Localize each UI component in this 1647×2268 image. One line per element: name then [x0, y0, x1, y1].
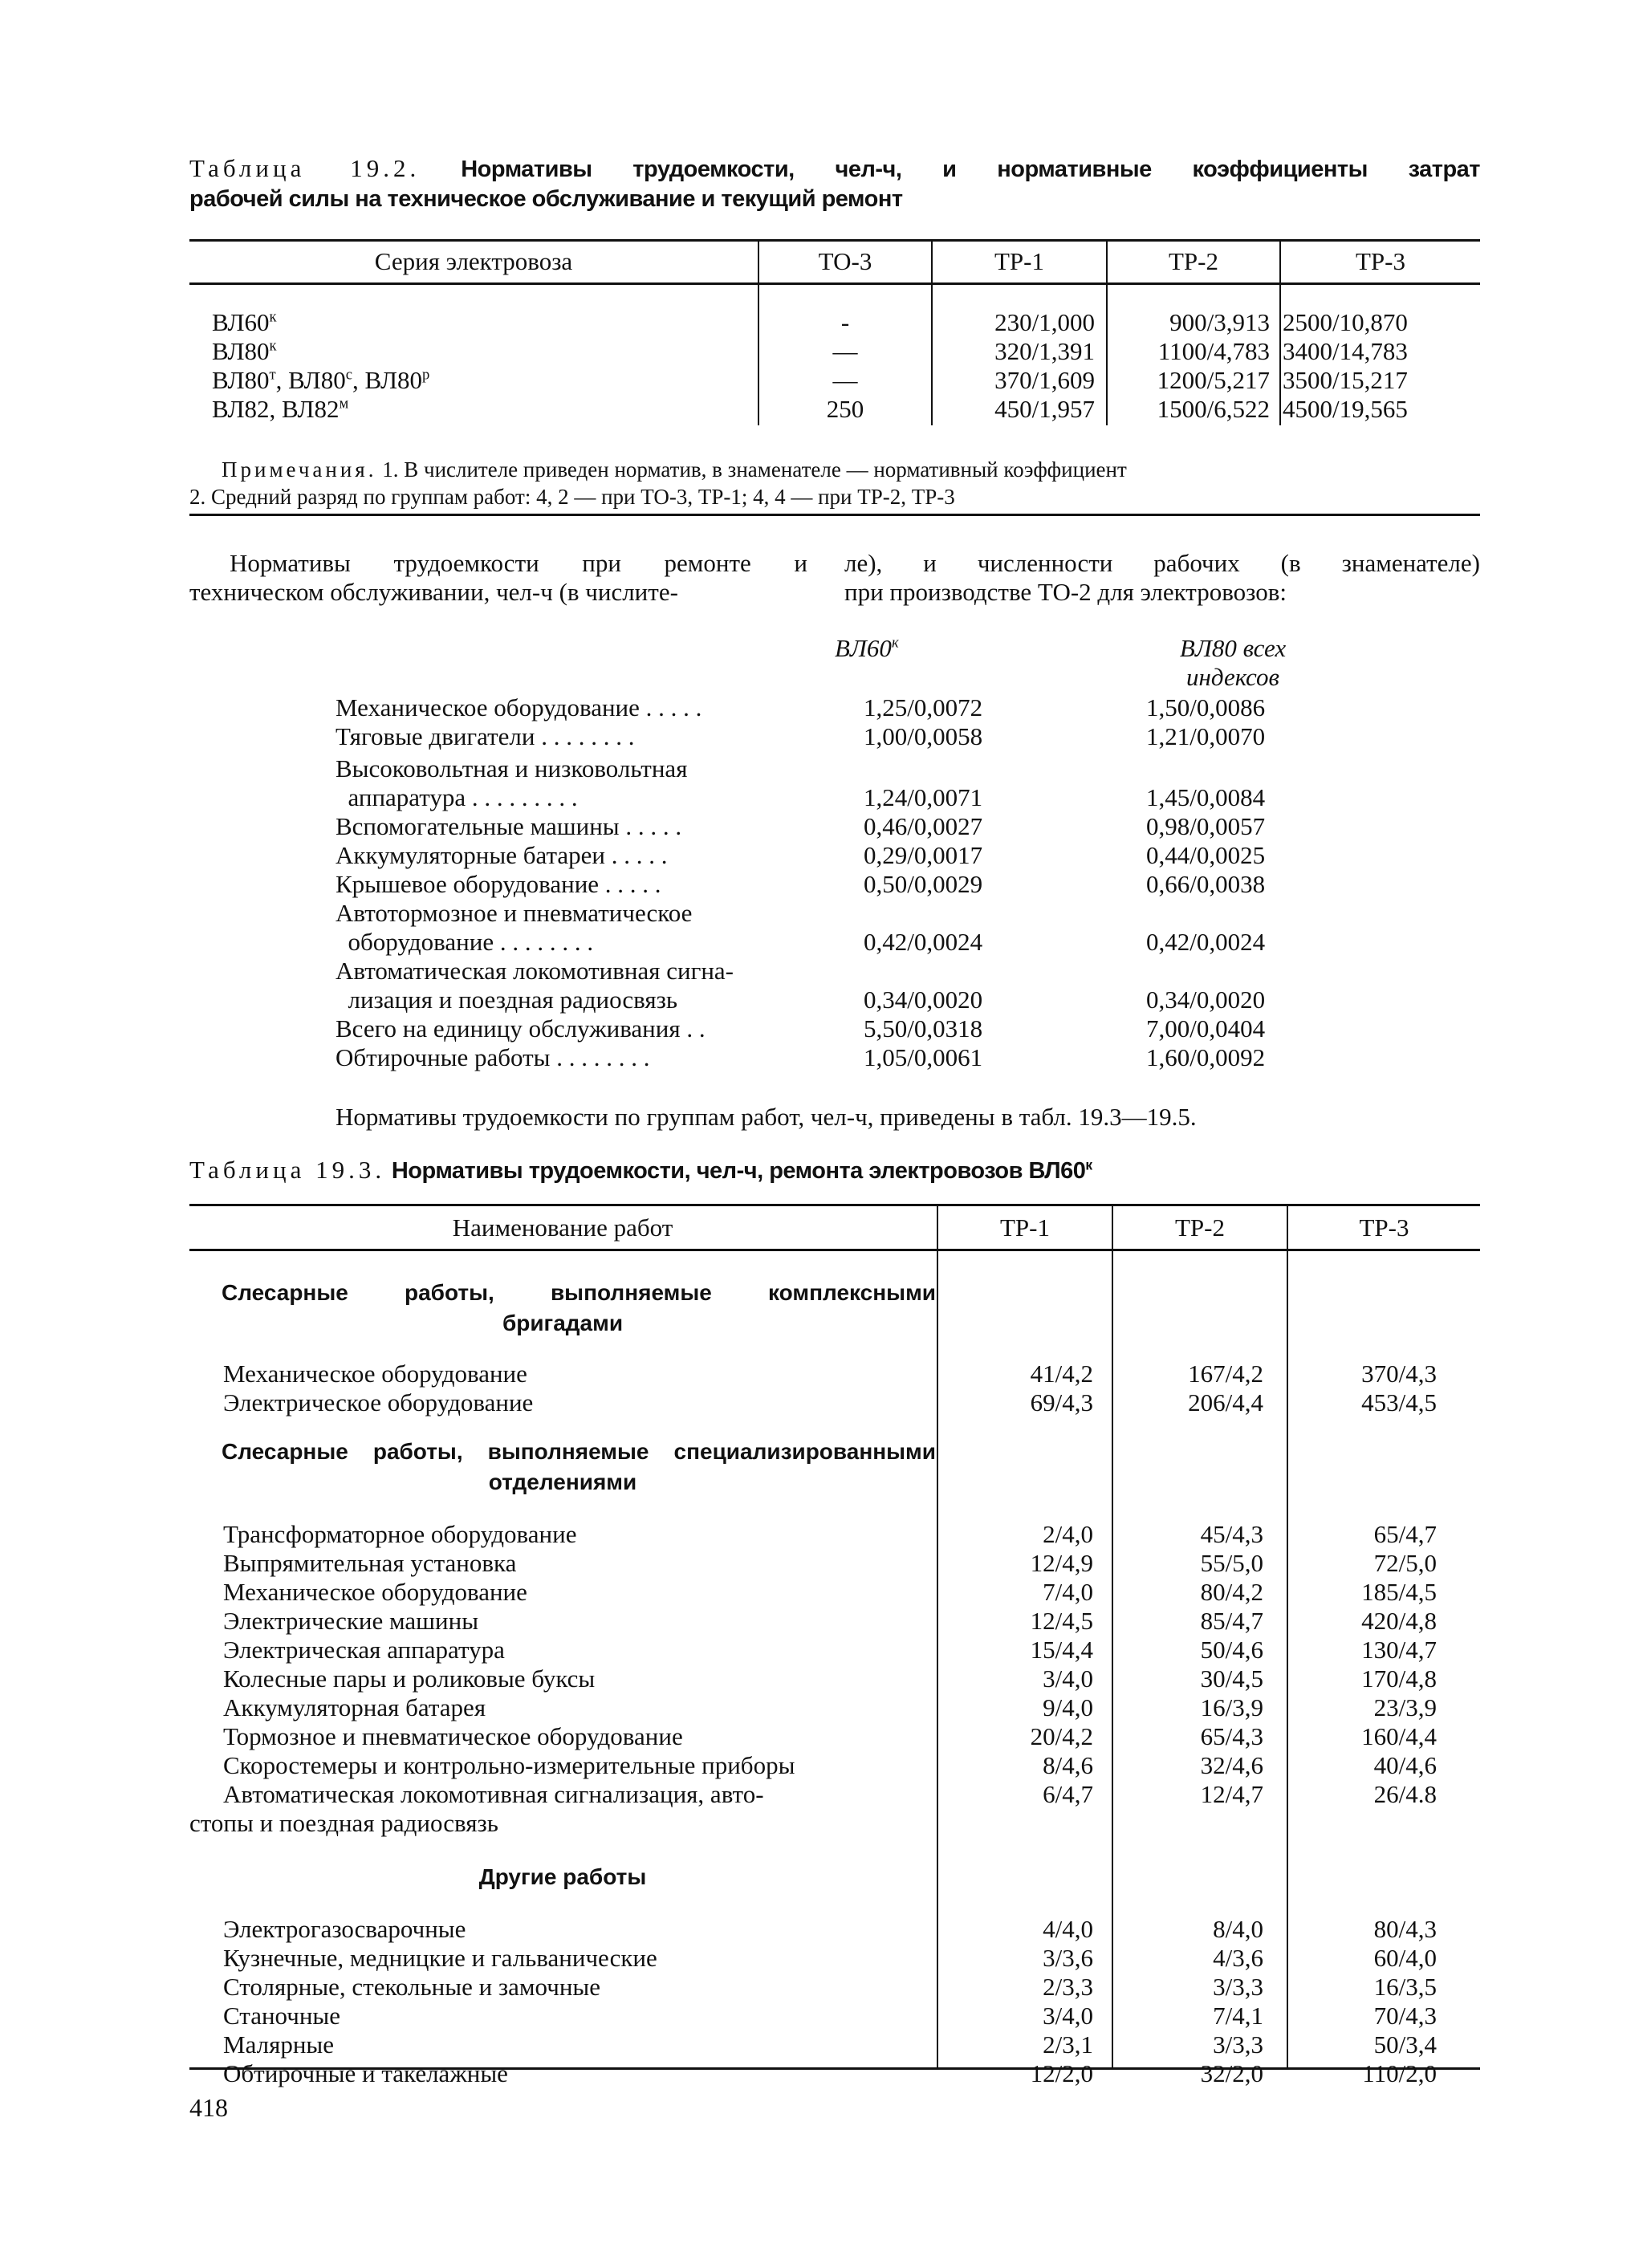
- table-19-3-title: Нормативы трудоемкости, чел-ч, ремонта электровозов $ВЛ60^к$: [391, 1156, 1092, 1184]
- table-19-3-row: [189, 1780, 1480, 1809]
- cell-tr3: 160/4,4: [1361, 1722, 1437, 1750]
- table-19-2-title-line2: рабочей силы на техническое обслуживание и текущий ремонт: [189, 186, 903, 212]
- table-19-3-row: [189, 1636, 1480, 1664]
- section-heading-line1: Слесарные работы, выполняемые специализированными: [222, 1439, 936, 1464]
- table-19-2-cell-tr2: 900/3,913: [1169, 308, 1270, 336]
- row-name: Обтирочные и такелажные: [223, 2059, 508, 2087]
- table-19-2-row-series: $ВЛ60^к$: [212, 308, 277, 336]
- cell-tr1: 41/4,2: [1030, 1360, 1093, 1388]
- to2-item-vl80: 0,98/0,0057: [1146, 812, 1266, 840]
- section-heading-line2: отделениями: [488, 1469, 637, 1494]
- cell-tr1: 6/4,7: [1043, 1780, 1093, 1808]
- cell-tr3: 70/4,3: [1373, 2002, 1437, 2030]
- table-19-2-cell-tr3: 4500/19,565: [1283, 395, 1408, 423]
- row-name: Автоматическая локомотивная сигнализация, авто-: [223, 1780, 764, 1808]
- row-name: Механическое оборудование: [223, 1578, 527, 1606]
- to2-item-vl60k: 0,34/0,0020: [864, 986, 983, 1014]
- to2-item-label: лизация и поездная радиосвязь: [336, 986, 678, 1014]
- table-19-3-row: [189, 1360, 1480, 1388]
- to2-item-vl60k: 0,42/0,0024: [864, 928, 983, 956]
- table-19-2-cell-to3: -: [840, 308, 850, 336]
- table-19-3-caption: [189, 1156, 1480, 1185]
- row-name: Столярные, стекольные и замочные: [223, 1973, 601, 2001]
- row-name: Выпрямительная установка: [223, 1549, 517, 1577]
- table-19-3-row: [189, 2002, 1480, 2030]
- cell-tr2: 167/4,2: [1188, 1360, 1263, 1388]
- to2-item-label: Аккумуляторные батареи . . . . .: [336, 841, 668, 869]
- row-name: Кузнечные, медницкие и гальванические: [223, 1944, 657, 1972]
- to2-item-label: Автотормозное и пневматическое: [336, 899, 693, 927]
- to2-item-vl80: 1,50/0,0086: [1146, 693, 1266, 721]
- row-name: Тормозное и пневматическое оборудование: [223, 1722, 683, 1750]
- notes-line1: 1. В числителе приведен норматив, в знаменателе — нормативный коэффициент: [376, 457, 1127, 482]
- cell-tr2: 32/4,6: [1200, 1751, 1263, 1779]
- to2-intro-right: ле), и численности рабочих (в знаменателе) при производстве ТО-2 для электровозов:: [844, 549, 1480, 606]
- to2-item-vl60k: 1,00/0,0058: [864, 722, 983, 750]
- table-19-2-top-rule: [189, 239, 1480, 242]
- row-name: Электрогазосварочные: [223, 1915, 466, 1943]
- table-19-3-row: [189, 1520, 1480, 1549]
- table-19-3-row: [189, 1944, 1480, 1973]
- to2-item-label: Обтирочные работы . . . . . . . .: [336, 1043, 650, 1071]
- cell-tr1: 20/4,2: [1030, 1722, 1093, 1750]
- table-19-2-cell-tr2: 1500/6,522: [1157, 395, 1270, 423]
- cell-tr2: 30/4,5: [1200, 1664, 1263, 1693]
- to2-item-vl60k: 0,46/0,0027: [864, 812, 983, 840]
- to2-item-label: Всего на единицу обслуживания . .: [336, 1014, 706, 1043]
- to2-item-label: аппаратура . . . . . . . . .: [336, 783, 578, 811]
- cell-tr1: 2/3,3: [1043, 1973, 1093, 2001]
- table-19-3-header-tr3: ТР-3: [1359, 1213, 1409, 1242]
- table-19-3-row: [189, 2059, 1480, 2088]
- table-19-3-row: [189, 1973, 1480, 2002]
- cell-tr3: 420/4,8: [1361, 1607, 1437, 1635]
- cell-tr1: 12/4,9: [1030, 1549, 1093, 1577]
- cell-tr1: 12/4,5: [1030, 1607, 1093, 1635]
- section-heading-line1: Другие работы: [478, 1864, 647, 1889]
- cell-tr1: 8/4,6: [1043, 1751, 1093, 1779]
- notes-bottom-rule: [189, 514, 1480, 516]
- table-19-2-cell-tr3: 3400/14,783: [1283, 337, 1408, 365]
- cell-tr1: 69/4,3: [1030, 1388, 1093, 1416]
- reference-text: Нормативы трудоемкости по группам работ, чел-ч, приведены в табл. 19.3—19.5.: [336, 1103, 1197, 1131]
- to2-item-label: Механическое оборудование . . . . .: [336, 693, 702, 721]
- cell-tr2: 50/4,6: [1200, 1636, 1263, 1664]
- table-19-3-section-heading: [189, 1278, 936, 1339]
- cell-tr2: 65/4,3: [1200, 1722, 1263, 1750]
- cell-tr1: 12/2,0: [1030, 2059, 1093, 2087]
- notes-label: Примечания.: [222, 457, 377, 482]
- to2-item-vl60k: 0,29/0,0017: [864, 841, 983, 869]
- cell-tr2: 3/3,3: [1213, 2030, 1263, 2059]
- to2-item-vl60k: 5,50/0,0318: [864, 1014, 983, 1043]
- cell-tr3: 370/4,3: [1361, 1360, 1437, 1388]
- table-19-2-title-line1: Нормативы трудоемкости, чел-ч, и нормативные коэффициенты затрат: [461, 156, 1480, 182]
- cell-tr3: 50/3,4: [1373, 2030, 1437, 2059]
- cell-tr2: 3/3,3: [1213, 1973, 1263, 2001]
- section-heading-line2: бригадами: [502, 1311, 624, 1335]
- table-19-3-row-continuation: [189, 1809, 1480, 1838]
- table-19-2-cell-tr1: 450/1,957: [994, 395, 1095, 423]
- row-name: Электрическая аппаратура: [223, 1636, 505, 1664]
- cell-tr2: 12/4,7: [1200, 1780, 1263, 1808]
- table-19-2-cell-to3: —: [832, 337, 858, 365]
- table-19-2-header-tr3: ТР-3: [1356, 247, 1405, 275]
- table-19-3-row: [189, 1549, 1480, 1578]
- to2-item-vl80: 1,60/0,0092: [1146, 1043, 1266, 1071]
- cell-tr1: 3/4,0: [1043, 1664, 1093, 1693]
- cell-tr2: 32/2,0: [1200, 2059, 1263, 2087]
- table-19-2-header-tr2: ТР-2: [1169, 247, 1218, 275]
- table-19-3-row: [189, 1693, 1480, 1722]
- table-19-2-cell-tr3: 3500/15,217: [1283, 366, 1408, 394]
- to2-item-vl80: 0,44/0,0025: [1146, 841, 1266, 869]
- row-name: Электрическое оборудование: [223, 1388, 534, 1416]
- cell-tr2: 7/4,1: [1213, 2002, 1263, 2030]
- table-19-3-header-tr1: ТР-1: [1000, 1213, 1050, 1242]
- cell-tr2: 55/5,0: [1200, 1549, 1263, 1577]
- cell-tr3: 110/2,0: [1362, 2059, 1437, 2087]
- to2-item-vl80: 0,66/0,0038: [1146, 870, 1266, 898]
- cell-tr1: 7/4,0: [1043, 1578, 1093, 1606]
- table-19-3-section-heading: [189, 1437, 936, 1498]
- row-name: Скоростемеры и контрольно-измерительные приборы: [223, 1751, 795, 1779]
- cell-tr3: 16/3,5: [1373, 1973, 1437, 2001]
- row-name: Электрические машины: [223, 1607, 479, 1635]
- row-name: Станочные: [223, 2002, 341, 2030]
- cell-tr3: 26/4.8: [1373, 1780, 1437, 1808]
- cell-tr2: 8/4,0: [1213, 1915, 1263, 1943]
- table-19-3-row: [189, 1722, 1480, 1751]
- table-19-2-label: Таблица 19.2.: [189, 154, 421, 182]
- to2-item-vl80: 0,42/0,0024: [1146, 928, 1266, 956]
- cell-tr3: 72/5,0: [1373, 1549, 1437, 1577]
- cell-tr1: 3/4,0: [1043, 2002, 1093, 2030]
- to2-intro-left: Нормативы трудоемкости при ремонте и техническом обслуживании, чел-ч (в числите-: [189, 549, 807, 606]
- cell-tr3: 40/4,6: [1373, 1751, 1437, 1779]
- section-heading-line1: Слесарные работы, выполняемые комплексными: [222, 1280, 936, 1305]
- table-19-3-section-heading: [189, 1862, 936, 1892]
- table-19-2-cell-tr2: 1200/5,217: [1157, 366, 1270, 394]
- to2-item-vl60k: 1,24/0,0071: [864, 783, 983, 811]
- cell-tr1: 2/4,0: [1043, 1520, 1093, 1548]
- cell-tr1: 3/3,6: [1043, 1944, 1093, 1972]
- to2-col1-header: $ВЛ60^к$: [835, 634, 899, 662]
- table-19-2-notes: [189, 456, 1480, 510]
- table-19-3-label: Таблица 19.3.: [189, 1156, 386, 1184]
- row-name-continuation: стопы и поездная радиосвязь: [189, 1809, 498, 1837]
- cell-tr3: 453/4,5: [1361, 1388, 1437, 1416]
- table-19-2-cell-tr3: 2500/10,870: [1283, 308, 1408, 336]
- table-19-3-row: [189, 1751, 1480, 1780]
- table-19-3-row: [189, 1607, 1480, 1636]
- table-19-2-cell-tr1: 320/1,391: [994, 337, 1095, 365]
- table-19-2-header-rule: [189, 282, 1480, 285]
- cell-tr3: 170/4,8: [1361, 1664, 1437, 1693]
- to2-item-vl60k: 0,50/0,0029: [864, 870, 983, 898]
- cell-tr2: 206/4,4: [1188, 1388, 1263, 1416]
- cell-tr3: 23/3,9: [1373, 1693, 1437, 1721]
- cell-tr2: 45/4,3: [1200, 1520, 1263, 1548]
- to2-item-vl60k: 1,25/0,0072: [864, 693, 983, 721]
- cell-tr3: 65/4,7: [1373, 1520, 1437, 1548]
- table-19-3-header-tr2: ТР-2: [1175, 1213, 1225, 1242]
- to2-item-vl80: 1,45/0,0084: [1146, 783, 1266, 811]
- cell-tr2: 16/3,9: [1200, 1693, 1263, 1721]
- to2-item-label: Вспомогательные машины . . . . .: [336, 812, 682, 840]
- cell-tr2: 4/3,6: [1213, 1944, 1263, 1972]
- to2-item-vl60k: 1,05/0,0061: [864, 1043, 983, 1071]
- cell-tr2: 80/4,2: [1200, 1578, 1263, 1606]
- table-19-2-row-series: $ВЛ80^к$: [212, 337, 277, 365]
- to2-item-label: Автоматическая локомотивная сигна-: [336, 957, 734, 985]
- notes-line2: 2. Средний разряд по группам работ: 4, 2 — при ТО-3, ТР-1; 4, 4 — при ТР-2, ТР-3: [189, 485, 955, 509]
- table-19-2-cell-tr1: 370/1,609: [994, 366, 1095, 394]
- to2-item-label: Крышевое оборудование . . . . .: [336, 870, 661, 898]
- table-19-3-row: [189, 1578, 1480, 1607]
- table-19-2-cell-tr2: 1100/4,783: [1157, 337, 1270, 365]
- row-name: Аккумуляторная батарея: [223, 1693, 486, 1721]
- to2-item-label: оборудование . . . . . . . .: [336, 928, 594, 956]
- table-19-2-header-tr1: ТР-1: [994, 247, 1044, 275]
- page-number: 418: [189, 2093, 228, 2122]
- row-name: Трансформаторное оборудование: [223, 1520, 577, 1548]
- cell-tr3: 80/4,3: [1373, 1915, 1437, 1943]
- table-19-3-row: [189, 1664, 1480, 1693]
- table-19-2-row-series: ВЛ82, $ВЛ82^м$: [212, 395, 349, 423]
- cell-tr3: 60/4,0: [1373, 1944, 1437, 1972]
- table-19-2-row-series: $ВЛ80^т$, $ВЛ80^с$, $ВЛ80^р$: [212, 366, 430, 394]
- table-19-2-cell-to3: —: [832, 366, 858, 394]
- table-19-2-cell-to3: 250: [826, 395, 864, 423]
- cell-tr1: 4/4,0: [1043, 1915, 1093, 1943]
- to2-item-label: Тяговые двигатели . . . . . . . .: [336, 722, 635, 750]
- row-name: Механическое оборудование: [223, 1360, 527, 1388]
- cell-tr3: 185/4,5: [1361, 1578, 1437, 1606]
- to2-item-vl80: 0,34/0,0020: [1146, 986, 1266, 1014]
- table-19-3-row: [189, 2030, 1480, 2059]
- to2-item-vl80: 7,00/0,0404: [1146, 1014, 1266, 1043]
- table-19-3-header-name: Наименование работ: [452, 1213, 673, 1242]
- row-name: Малярные: [223, 2030, 335, 2059]
- cell-tr1: 2/3,1: [1043, 2030, 1093, 2059]
- cell-tr1: 9/4,0: [1043, 1693, 1093, 1721]
- cell-tr3: 130/4,7: [1361, 1636, 1437, 1664]
- table-19-2-cell-tr1: 230/1,000: [994, 308, 1095, 336]
- to2-item-vl80: 1,21/0,0070: [1146, 722, 1266, 750]
- table-19-2-caption: [189, 154, 1480, 213]
- table-19-2-header-to3: ТО-3: [818, 247, 872, 275]
- table-19-3-row: [189, 1388, 1480, 1417]
- to2-item-label: Высоковольтная и низковольтная: [336, 754, 688, 782]
- table-19-3-row: [189, 1915, 1480, 1944]
- table-19-2-header-series: Серия электровоза: [374, 247, 573, 275]
- cell-tr1: 15/4,4: [1030, 1636, 1093, 1664]
- to2-col2-header: ВЛ80 всех индексов: [1179, 634, 1287, 691]
- row-name: Колесные пары и роликовые буксы: [223, 1664, 596, 1693]
- cell-tr2: 85/4,7: [1200, 1607, 1263, 1635]
